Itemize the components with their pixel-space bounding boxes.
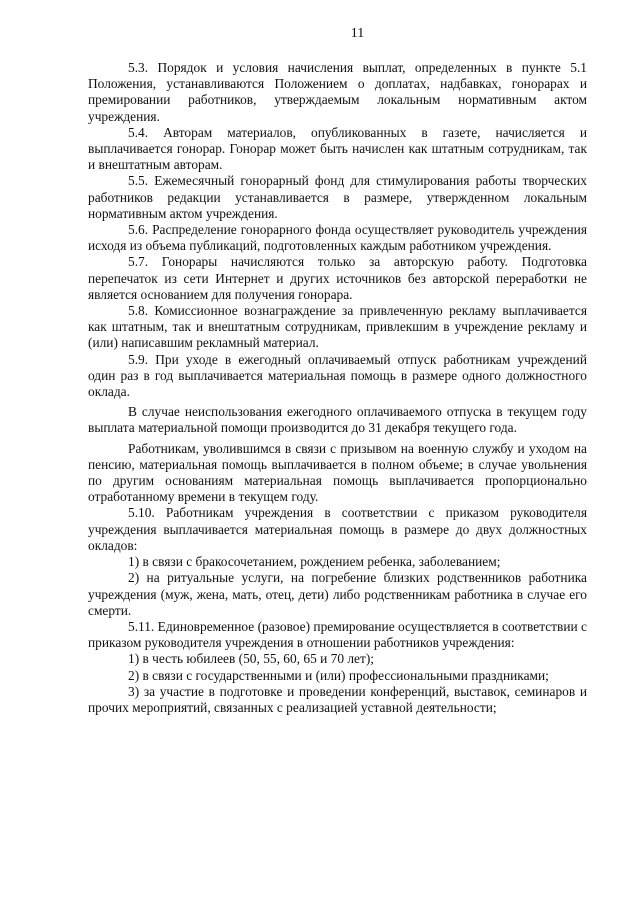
paragraph-5-10: 5.10. Работникам учреждения в соответствии с приказом руководителя учреждения выплачивается материальная помощь в размере до двух должностных окладов: [88,505,587,553]
paragraph-5-7: 5.7. Гонорары начисляются только за авторскую работу. Подготовка перепечаток из сети Интернет и других источников без авторской переработки не является основанием для получения гонорара. [88,254,587,302]
paragraph-dismissed-workers: Работникам, уволившимся в связи с призывом на военную службу и уходом на пенсию, материальная помощь выплачивается в полном объеме; в случае увольнения по другим основаниям материальная помощь выплачивается пропорционально отработанному времени в текущем году. [88,440,587,505]
paragraph-5-11: 5.11. Единовременное (разовое) премирование осуществляется в соответствии с приказом руководителя учреждения в отношении работников учреждения: [88,618,587,651]
paragraph-5-4: 5.4. Авторам материалов, опубликованных в газете, начисляется и выплачивается гонорар. Гонорар может быть начислен как штатным сотрудникам, так и внештатным авторам. [88,124,587,173]
paragraph-5-8: 5.8. Комиссионное вознаграждение за привлеченную рекламу выплачивается как штатным, так и внештатным сотрудникам, привлекшим в учреждение рекламу и (или) написавшим рекламный материал. [88,303,587,351]
list-item-5-10-2: 2) на ритуальные услуги, на погребение близких родственников работника учреждения (муж, жена, мать, отец, дети) либо родственникам работника в случае его смерти. [88,570,587,618]
paragraph-5-5: 5.5. Ежемесячный гонорарный фонд для стимулирования работы творческих работников редакции устанавливается в размере, утвержденном локальным нормативным актом учреждения. [88,173,587,221]
paragraph-5-3: 5.3. Порядок и условия начисления выплат, определенных в пункте 5.1 Положения, устанавливаются Положением о доплатах, надбавках, гонорарах и премировании работников, утверждаемым локальным нормативным актом учреждения. [88,60,587,124]
list-item-5-11-2: 2) в связи с государственными и (или) профессиональными праздниками; [128,667,549,683]
paragraph-unused-leave: В случае неиспользования ежегодного оплачиваемого отпуска в текущем году выплата материальной помощи производится до 31 декабря текущего года. [88,404,587,436]
list-item-5-11-1: 1) в честь юбилеев (50, 55, 60, 65 и 70 лет); [128,651,375,667]
paragraph-5-6: 5.6. Распределение гонорарного фонда осуществляет руководитель учреждения исходя из объема публикаций, подготовленных каждым работником учреждения. [88,222,587,254]
list-item-5-10-1: 1) в связи с бракосочетанием, рождением ребенка, заболеванием; [128,554,501,570]
list-item-5-11-3: 3) за участие в подготовке и проведении конференций, выставок, семинаров и прочих мероприятий, связанных с реализацией уставной деятельности; [88,683,587,715]
paragraph-5-9: 5.9. При уходе в ежегодный оплачиваемый отпуск работникам учреждений один раз в год выплачивается материальная помощь в размере одного должностного оклада. [88,351,587,400]
page-number: 11 [350,26,365,41]
